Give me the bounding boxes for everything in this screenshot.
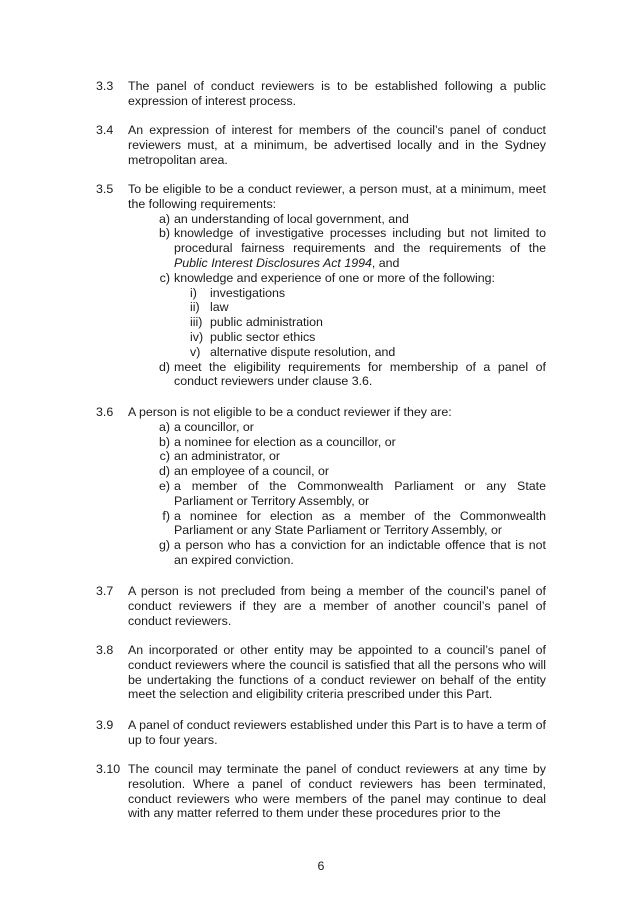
item-text: an employee of a council, or: [174, 464, 329, 479]
clause-number: 3.4: [96, 123, 114, 137]
sub-item-label: ii): [190, 300, 200, 315]
requirements-list: [96, 212, 546, 390]
item-text: a person who has a conviction for an indictable offence that is not an expired conviction.: [174, 538, 546, 567]
list-item: [158, 211, 546, 227]
sub-item: [190, 345, 546, 360]
clause-3-10: [96, 762, 546, 821]
clause-number: 3.6: [96, 405, 114, 419]
item-label: a): [158, 211, 170, 226]
item-text: an administrator, or: [174, 449, 281, 464]
sub-item-text: public sector ethics: [210, 329, 316, 344]
clause-3-3: [96, 79, 546, 109]
item-text: [174, 226, 546, 270]
clause-3-7: [96, 584, 546, 628]
clause-3-5: [96, 182, 546, 389]
list-item: [158, 226, 546, 270]
item-label: b): [158, 226, 170, 241]
sub-item-text: law: [210, 300, 229, 315]
item-text-part: knowledge of investigative processes including but not limited to procedural fairness requirements and the requirements of the: [174, 226, 546, 256]
list-item: [158, 464, 546, 479]
sub-item-label: iv): [190, 329, 204, 344]
clause-number: 3.3: [96, 79, 114, 93]
item-label: e): [158, 478, 170, 493]
sub-item: [190, 286, 546, 301]
clause-number: 3.7: [96, 584, 114, 598]
clause-3-9: [96, 718, 546, 748]
sub-item: [190, 330, 546, 345]
list-item: [158, 419, 546, 435]
act-title: Public Interest Disclosures Act 1994: [174, 255, 372, 270]
sub-item: [190, 315, 546, 330]
item-text-part: , and: [371, 255, 400, 270]
sub-item-label: iii): [190, 315, 203, 330]
ineligibility-list: [96, 420, 546, 568]
item-text: an understanding of local government, and: [174, 211, 409, 226]
clause-intro: A person is not eligible to be a conduct reviewer if they are:: [128, 405, 452, 419]
clause-text: A person is not precluded from being a member of the council’s panel of conduct reviewers if they are a member of another council’s panel of conduct reviewers.: [128, 584, 546, 628]
sub-item-label: v): [190, 344, 201, 359]
sub-item-text: alternative dispute resolution, and: [210, 344, 396, 359]
clause-number: 3.5: [96, 182, 114, 196]
clause-text: An incorporated or other entity may be appointed to a council’s panel of conduct reviewers where the council is satisfied that all the persons who will be undertaking the functions of a conduct reviewer on behalf of the entity meet the selection and eligibility criteria prescribed under this Part.: [128, 643, 546, 702]
clause-3-6: [96, 405, 546, 568]
sub-item-label: i): [190, 285, 197, 300]
item-label: f): [162, 508, 170, 523]
list-item: [158, 478, 546, 509]
item-text: a councillor, or: [174, 419, 254, 434]
item-label: c): [159, 270, 170, 285]
item-label: d): [158, 464, 170, 479]
list-item: [162, 508, 546, 539]
item-text: meet the eligibility requirements for membership of a panel of conduct reviewers under clause 3.6.: [174, 359, 546, 389]
item-label: d): [158, 359, 170, 374]
clause-text: A panel of conduct reviewers established under this Part is to have a term of up to four years.: [128, 718, 546, 747]
item-label: c): [159, 449, 170, 464]
clause-number: 3.10: [96, 762, 121, 776]
list-item: [158, 359, 546, 390]
sub-item-text: investigations: [210, 285, 286, 300]
sub-list: [190, 286, 546, 360]
item-label: g): [158, 538, 170, 553]
clause-text: The panel of conduct reviewers is to be established following a public expression of interest process.: [128, 79, 546, 108]
item-text: a nominee for election as a member of the Commonwealth Parliament or any State Parliament or Territory Assembly, or: [174, 508, 546, 538]
page-number: 6: [317, 859, 325, 873]
sub-item: [190, 300, 546, 315]
list-item: [158, 538, 546, 568]
sub-item-text: public administration: [210, 315, 323, 330]
list-item: [158, 434, 546, 450]
clause-number: 3.9: [96, 718, 114, 732]
list-item: [159, 270, 546, 360]
clause-3-4: [96, 123, 546, 167]
item-label: a): [158, 419, 170, 434]
clause-text: The council may terminate the panel of conduct reviewers at any time by resolution. Where a panel of conduct reviewers has been terminated, conduct reviewers who were members of the panel may continue to deal with any matter referred to them under these procedures prior to the: [128, 762, 546, 821]
list-item: [159, 449, 546, 464]
item-text: a nominee for election as a councillor, or: [174, 434, 396, 449]
item-text: a member of the Commonwealth Parliament or any State Parliament or Territory Assembly, or: [174, 478, 546, 508]
clause-number: 3.8: [96, 643, 114, 657]
clause-intro: To be eligible to be a conduct reviewer, a person must, at a minimum, meet the following requirements:: [128, 182, 546, 211]
clause-text: An expression of interest for members of the council’s panel of conduct reviewers must, at a minimum, be advertised locally and in the Sydney metropolitan area.: [128, 123, 546, 167]
item-text: knowledge and experience of one or more of the following:: [174, 270, 495, 285]
clause-3-8: [96, 643, 546, 702]
item-label: b): [158, 434, 170, 449]
